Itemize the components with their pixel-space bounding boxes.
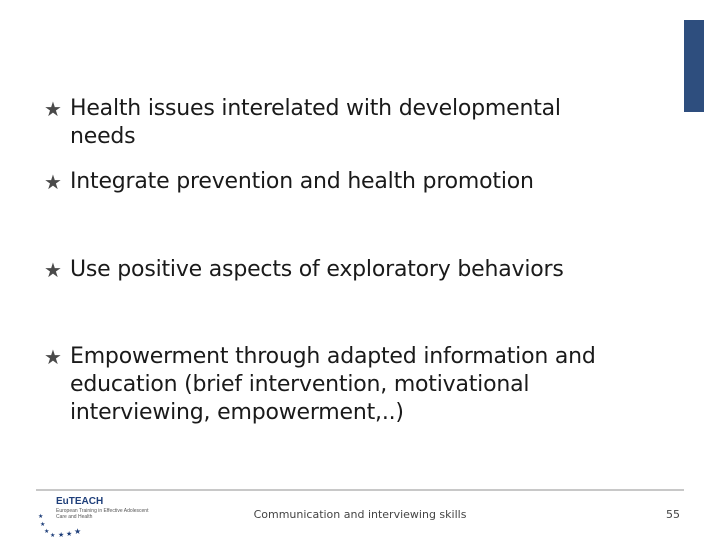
star-icon: ★ bbox=[44, 345, 62, 369]
bullet-text: Integrate prevention and health promotion bbox=[70, 169, 534, 194]
accent-bar bbox=[684, 20, 704, 112]
logo-name: EuTEACH bbox=[56, 496, 104, 507]
eutea-logo bbox=[36, 496, 168, 538]
star-icon: ★ bbox=[44, 170, 62, 194]
svg-text:★: ★ bbox=[74, 527, 82, 536]
bullet-item bbox=[44, 343, 596, 427]
svg-text:★: ★ bbox=[40, 521, 46, 528]
star-icon: ★ bbox=[44, 258, 62, 282]
bullet-text: Empowerment through adapted information and education (brief intervention, motivational interviewing, empowerment,..) bbox=[70, 344, 596, 425]
bullet-text: Health issues interelated with developmental needs bbox=[70, 96, 561, 149]
svg-text:★: ★ bbox=[50, 532, 56, 538]
logo-tagline: European Training in Effective Adolescent Care and Health bbox=[56, 508, 149, 520]
footer-divider bbox=[36, 489, 684, 491]
bullet-item bbox=[44, 95, 561, 151]
svg-text:★: ★ bbox=[66, 530, 73, 538]
bullet-text: Use positive aspects of exploratory behaviors bbox=[70, 257, 564, 282]
svg-text:★: ★ bbox=[58, 531, 65, 538]
svg-text:★: ★ bbox=[44, 528, 50, 535]
footer-title: Communication and interviewing skills bbox=[253, 508, 467, 521]
svg-text:★: ★ bbox=[38, 513, 44, 520]
bullet-item bbox=[44, 168, 534, 196]
bullet-item bbox=[44, 256, 564, 284]
star-icon: ★ bbox=[44, 97, 62, 121]
page-number: 55 bbox=[666, 508, 680, 521]
